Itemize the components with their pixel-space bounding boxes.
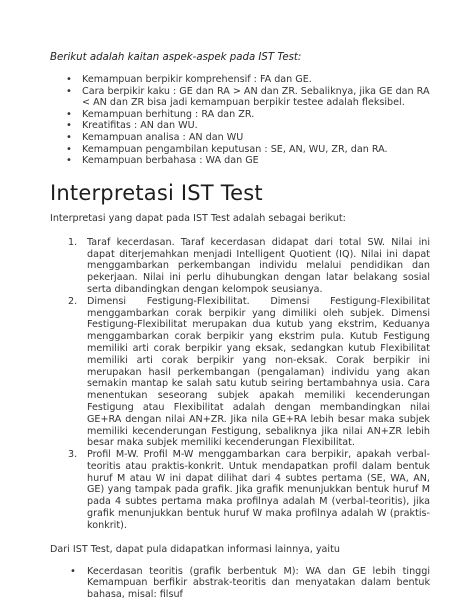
aspect-item: • Kreatifitas : AN dan WU.: [50, 120, 430, 132]
aspect-item: • Kemampuan berhitung : RA dan ZR.: [50, 109, 430, 121]
intro-text: Berikut adalah kaitan aspek-aspek pada IST Test:: [50, 52, 302, 63]
item-number: 1.: [68, 236, 78, 248]
after-text: Dari IST Test, dapat pula didapatkan informasi lainnya, yaitu: [50, 543, 340, 555]
lead-text: Interpretasi yang dapat pada IST Test adalah sebagai berikut:: [50, 212, 346, 224]
item-number: 3.: [68, 449, 78, 461]
interpretation-item: [50, 449, 430, 532]
aspect-item: • Kemampuan pengambilan keputusan : SE, AN, WU, ZR, dan RA.: [50, 144, 430, 156]
aspect-item: • Kemampuan analisa : AN dan WU: [50, 132, 430, 144]
interpretation-list: [50, 237, 430, 532]
item-number: 2.: [68, 295, 78, 307]
item-text: Taraf kecerdasan. Taraf kecerdasan didapat dari total SW. Nilai ini dapat diterjemahkan menjadi Intelligent Quotient (IQ). Nilai ini dapat menggambarkan perkembangan individu melalui pendidikan dan pekerjaan. Nilai ini perlu dihubungkan dengan latar belakang sosial serta dibandingkan dengan kelompok seusianya.: [87, 236, 430, 295]
item-text: Dimensi Festigung-Flexibilitat. Dimensi Festigung-Flexibilitat menggambarkan corak berpikir yang dimiliki oleh subjek. Dimensi Festigung-Flexibilitat merupakan dua kutub yang ekstrim, Keduanya menggambarkan corak berpikir yang ekstrim pula. Kutub Festigung memiliki arti corak berpikir yang eksak, sedangkan kutub Flexibilitat memiliki arti corak berpikir yang non-eksak. Corak berpikir ini merupakan hasil perkembangan (pengalaman) individu yang akan semakin mantap ke salah satu kutub seiring bertambahnya usia. Cara menentukan seseorang subjek apakah memiliki kecenderungan Festigung atau Flexibilitat adalah dengan membandingkan nilai GE+RA dengan nilai AN+ZR. Jika nila GE+RA lebih besar maka subjek memiliki kecenderungan Festigung, sebaliknya jika nilai AN+ZR lebih besar maka subjek memiliki kecenderungan Flexibilitat.: [87, 295, 430, 449]
aspect-item: • Kemampuan berbahasa : WA dan GE: [50, 155, 430, 167]
section-heading: Interpretasi IST Test: [50, 180, 263, 205]
interpretation-item: [50, 296, 430, 449]
aspect-item: • Kemampuan berpikir komprehensif : FA dan GE.: [50, 74, 430, 86]
interpretation-item: [50, 237, 430, 296]
aspect-item: • Cara berpikir kaku : GE dan RA > AN dan ZR. Sebaliknya, jika GE dan RA < AN dan ZR bisa jadi kemampuan berpikir testee adalah fleksibel.: [50, 86, 430, 109]
extra-item: • Kecerdasan teoritis (grafik berbentuk M): WA dan GE lebih tinggi Kemampuan berfikir abstrak-teoritis dan menyatakan dalam bentuk bahasa, misal: filsuf: [50, 566, 430, 601]
aspect-list: [50, 74, 430, 167]
item-text: Profil M-W. Profil M-W menggambarkan cara berpikir, apakah verbal-teoritis atau praktis-konkrit. Untuk mendapatkan profil dalam bentuk huruf M atau W ini dapat dilihat dari 4 subtes pertama (SE, WA, AN, GE) yang tampak pada grafik. Jika grafik menunjukkan bentuk huruf M pada 4 subtes pertama maka profilnya adalah M (verbal-teoritis), jika grafik menunjukkan bentuk huruf W maka profilnya adalah W (praktis-konkrit).: [87, 449, 430, 531]
extra-list: [50, 566, 430, 601]
